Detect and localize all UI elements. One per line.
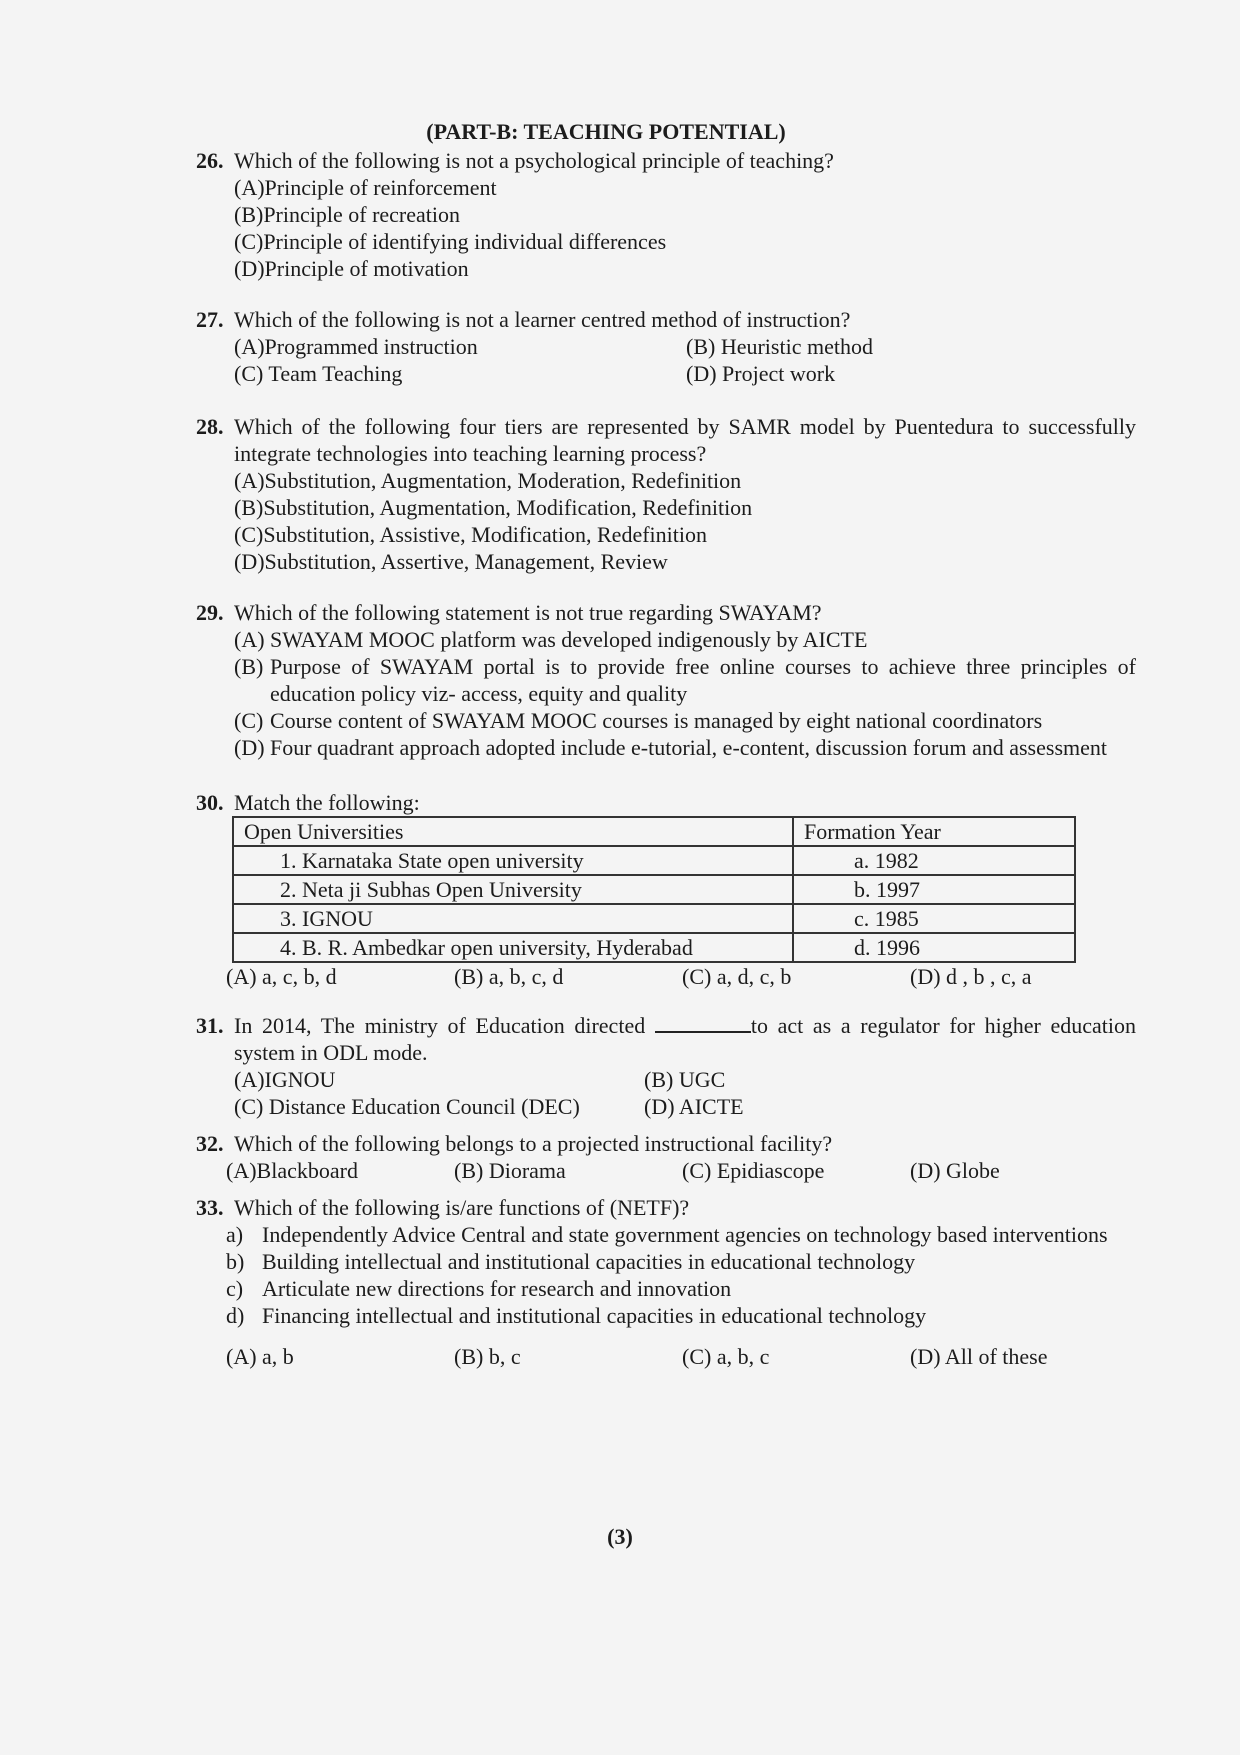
question-33	[196, 1194, 1136, 1370]
question-number: 28.	[196, 414, 224, 439]
item-label: a)	[226, 1222, 244, 1247]
question-28	[196, 413, 1136, 575]
option-c: (C) Team Teaching	[234, 361, 403, 386]
question-text: Which of the following is not a psychological principle of teaching?	[234, 148, 834, 173]
page-content	[196, 118, 1136, 1370]
year-cell: b. 1997	[793, 875, 1075, 904]
option-c	[234, 707, 1136, 734]
question-number: 32.	[196, 1131, 224, 1156]
option-label: (B)	[234, 654, 264, 679]
item-text: Articulate new directions for research and innovation	[262, 1276, 732, 1301]
option-d: (D) d , b , c, a	[910, 964, 1032, 989]
question-number: 33.	[196, 1195, 224, 1220]
question-text: Which of the following is not a learner centred method of instruction?	[234, 307, 851, 332]
university-cell: 4. B. R. Ambedkar open university, Hyderabad	[233, 933, 793, 962]
option-b: (B)Substitution, Augmentation, Modification, Redefinition	[234, 495, 753, 520]
option-c: (C) a, b, c	[682, 1344, 770, 1369]
option-d	[234, 734, 1136, 761]
question-text: Which of the following four tiers are represented by SAMR model by Puentedura to successfully integrate technologies into teaching learning process?	[234, 414, 1136, 466]
option-d: (D)Substitution, Assertive, Management, Review	[234, 549, 668, 574]
option-d: (D) AICTE	[644, 1094, 744, 1119]
section-title: (PART-B: TEACHING POTENTIAL)	[426, 119, 786, 144]
item-label: c)	[226, 1276, 244, 1301]
question-number: 30.	[196, 790, 224, 815]
option-label: (D)	[234, 735, 265, 760]
column-header-year: Formation Year	[793, 817, 1075, 846]
option-c: (C)Principle of identifying individual differences	[234, 229, 667, 254]
option-c: (C) Epidiascope	[682, 1158, 825, 1183]
option-d: (D) Globe	[910, 1158, 1000, 1183]
question-30	[196, 789, 1136, 990]
list-item	[226, 1275, 1136, 1302]
question-27	[196, 306, 1136, 387]
question-text	[234, 1012, 1136, 1066]
table-row	[233, 846, 1075, 875]
option-d: (D) Project work	[686, 361, 836, 386]
option-a: (A)IGNOU	[234, 1067, 336, 1092]
answer-options	[226, 963, 1136, 990]
option-text: Four quadrant approach adopted include e-tutorial, e-content, discussion forum and assessment	[270, 735, 1107, 760]
question-26	[196, 147, 1136, 282]
option-b: (B)Principle of recreation	[234, 202, 461, 227]
question-number: 26.	[196, 148, 224, 173]
question-number: 29.	[196, 600, 224, 625]
option-b: (B) UGC	[644, 1067, 726, 1092]
option-b: (B) b, c	[454, 1344, 521, 1369]
option-a	[234, 626, 1136, 653]
option-text: SWAYAM MOOC platform was developed indigenously by AICTE	[270, 627, 868, 652]
option-text: Purpose of SWAYAM portal is to provide free online courses to achieve three principles of education policy viz- access, equity and quality	[270, 654, 1136, 706]
list-item	[226, 1248, 1136, 1275]
option-b: (B) Heuristic method	[686, 334, 873, 359]
option-c: (C) a, d, c, b	[682, 964, 792, 989]
option-a: (A)Blackboard	[226, 1158, 358, 1183]
item-text: Building intellectual and institutional capacities in educational technology	[262, 1249, 916, 1274]
university-cell: 3. IGNOU	[233, 904, 793, 933]
option-label: (A)	[234, 627, 265, 652]
item-text: Independently Advice Central and state government agencies on technology based interventions	[262, 1222, 1108, 1247]
page-number: (3)	[607, 1524, 633, 1549]
item-text: Financing intellectual and institutional capacities in educational technology	[262, 1303, 927, 1328]
question-number: 27.	[196, 307, 224, 332]
option-text: Course content of SWAYAM MOOC courses is managed by eight national coordinators	[270, 708, 1043, 733]
option-b	[234, 653, 1136, 707]
question-32	[196, 1130, 1136, 1184]
question-text-end: to act as a regulator for higher education system in ODL mode.	[234, 1013, 1137, 1065]
question-text: Match the following:	[234, 790, 420, 815]
question-text: Which of the following statement is not true regarding SWAYAM?	[234, 600, 822, 625]
question-number: 31.	[196, 1013, 224, 1038]
item-label: b)	[226, 1249, 245, 1274]
option-label: (C)	[234, 708, 264, 733]
table-row	[233, 933, 1075, 962]
question-text-start: In 2014, The ministry of Education directed	[234, 1013, 646, 1038]
university-cell: 2. Neta ji Subhas Open University	[233, 875, 793, 904]
university-cell: 1. Karnataka State open university	[233, 846, 793, 875]
option-b: (B) a, b, c, d	[454, 964, 564, 989]
question-29	[196, 599, 1136, 761]
table-row	[233, 875, 1075, 904]
column-header-universities: Open Universities	[233, 817, 793, 846]
option-d: (D)Principle of motivation	[234, 256, 469, 281]
question-text: Which of the following belongs to a projected instructional facility?	[234, 1131, 833, 1156]
option-a: (A)Substitution, Augmentation, Moderation, Redefinition	[234, 468, 742, 493]
option-d: (D) All of these	[910, 1344, 1048, 1369]
option-a: (A) a, c, b, d	[226, 964, 337, 989]
option-a: (A)Principle of reinforcement	[234, 175, 497, 200]
table-row	[233, 904, 1075, 933]
option-a: (A) a, b	[226, 1344, 294, 1369]
item-label: d)	[226, 1303, 245, 1328]
year-cell: d. 1996	[793, 933, 1075, 962]
list-item	[226, 1302, 1136, 1329]
fill-in-blank	[655, 1013, 751, 1033]
year-cell: c. 1985	[793, 904, 1075, 933]
option-b: (B) Diorama	[454, 1158, 566, 1183]
table-header-row	[233, 817, 1075, 846]
match-table	[232, 816, 1076, 963]
option-a: (A)Programmed instruction	[234, 334, 478, 359]
option-c: (C)Substitution, Assistive, Modification, Redefinition	[234, 522, 707, 547]
question-text: Which of the following is/are functions of (NETF)?	[234, 1195, 690, 1220]
question-31	[196, 1012, 1136, 1120]
option-c: (C) Distance Education Council (DEC)	[234, 1094, 580, 1119]
list-item	[226, 1221, 1136, 1248]
year-cell: a. 1982	[793, 846, 1075, 875]
